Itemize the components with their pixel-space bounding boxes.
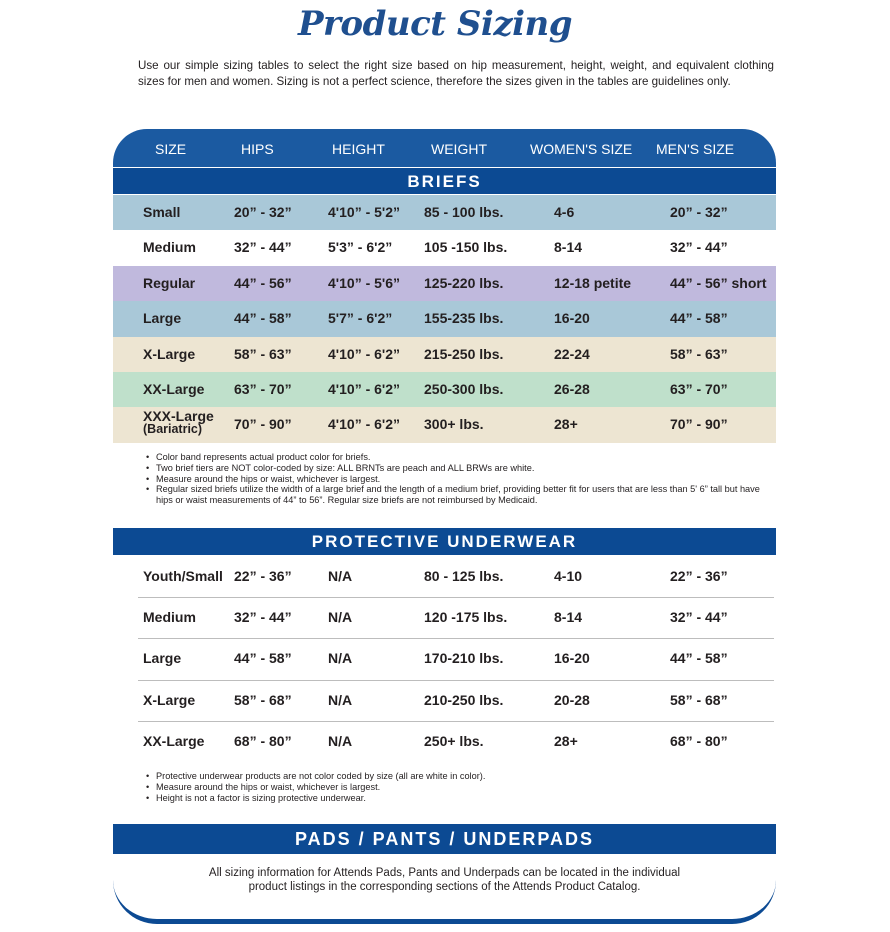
- cell-hips: 44” - 58”: [234, 650, 292, 667]
- note-item: • Two brief tiers are NOT color-coded by size: ALL BRNTs are peach and ALL BRWs are white.: [146, 463, 760, 474]
- cell-womens: 28+: [554, 416, 578, 433]
- row-divider: [138, 680, 774, 681]
- column-header-weight: WEIGHT: [431, 141, 487, 157]
- cell-size-subtitle: (Bariatric): [143, 422, 203, 437]
- cell-size: X-Large: [143, 691, 196, 708]
- cell-height: 4'10” - 5'6”: [328, 274, 401, 291]
- cell-mens: 32” - 44”: [670, 609, 728, 626]
- table-row: [113, 680, 776, 721]
- table-row: [113, 230, 776, 265]
- note-item: • Regular sized briefs utilize the width of a large brief and the length of a medium brief, providing better fit for users that are less than 5' 6” tall but have hips or waist measurements of 44” to 56”. Regular size briefs are not reimbursed by Medicaid.: [146, 484, 760, 506]
- cell-womens: 16-20: [554, 650, 590, 667]
- cell-height: N/A: [328, 568, 353, 584]
- table-row: [113, 266, 776, 301]
- note-item: • Measure around the hips or waist, whichever is largest.: [146, 474, 760, 485]
- cell-womens: 26-28: [554, 381, 590, 397]
- cell-weight: 85 - 100 lbs.: [424, 204, 504, 220]
- cell-height: 5'7” - 6'2”: [328, 310, 393, 327]
- cell-weight: 250-300 lbs.: [424, 381, 504, 397]
- cell-size: XX-Large: [143, 381, 205, 397]
- cell-mens: 70” - 90”: [670, 416, 728, 433]
- cell-weight: 80 - 125 lbs.: [424, 568, 504, 584]
- column-header-hips: HIPS: [241, 141, 274, 157]
- cell-hips: 32” - 44”: [234, 609, 292, 626]
- cell-hips: 32” - 44”: [234, 239, 292, 256]
- cell-weight: 300+ lbs.: [424, 416, 484, 433]
- cell-mens: 32” - 44”: [670, 239, 728, 256]
- cell-size: Large: [143, 650, 182, 667]
- cell-hips: 44” - 58”: [234, 310, 292, 327]
- cell-height: 4'10” - 6'2”: [328, 381, 401, 397]
- cell-weight: 170-210 lbs.: [424, 650, 504, 667]
- cell-hips: 63” - 70”: [234, 381, 292, 397]
- column-header-mens-size: MEN'S SIZE: [656, 141, 735, 157]
- cell-hips: 70” - 90”: [234, 416, 292, 433]
- table-row: [113, 556, 776, 597]
- cell-height: 4'10” - 6'2”: [328, 416, 401, 433]
- note-item: • Measure around the hips or waist, whichever is largest.: [146, 782, 760, 793]
- cell-mens: 58” - 68”: [670, 691, 728, 708]
- cell-size: X-Large: [143, 345, 196, 362]
- note-item: • Height is not a factor is sizing protective underwear.: [146, 793, 760, 804]
- cell-womens: 8-14: [554, 609, 583, 626]
- cell-height: N/A: [328, 650, 353, 667]
- underwear-notes: [146, 771, 760, 803]
- cell-height: 4'10” - 6'2”: [328, 345, 401, 362]
- cell-size: Medium: [143, 239, 196, 256]
- cell-hips: 68” - 80”: [234, 732, 292, 749]
- cell-womens: 22-24: [554, 345, 590, 362]
- pads-heading: PADS / PANTS / UNDERPADS: [113, 824, 776, 854]
- table-row: [113, 337, 776, 372]
- cell-womens: 4-6: [554, 204, 575, 220]
- cell-hips: 20” - 32”: [234, 204, 292, 220]
- cell-hips: 22” - 36”: [234, 568, 292, 584]
- briefs-notes: [146, 452, 760, 506]
- cell-mens: 63” - 70”: [670, 381, 728, 397]
- cell-mens: 20” - 32”: [670, 204, 728, 220]
- cell-hips: 58” - 68”: [234, 691, 292, 708]
- cell-womens: 8-14: [554, 239, 583, 256]
- note-item: • Color band represents actual product color for briefs.: [146, 452, 760, 463]
- cell-size: XX-Large: [143, 732, 205, 749]
- cell-weight: 120 -175 lbs.: [424, 609, 508, 626]
- cell-size: Youth/Small: [143, 568, 223, 584]
- cell-hips: 58” - 63”: [234, 345, 292, 362]
- cell-weight: 250+ lbs.: [424, 732, 484, 749]
- cell-mens: 44” - 58”: [670, 650, 728, 667]
- intro-paragraph: Use our simple sizing tables to select the right size based on hip measurement, height, weight, and equivalent clothing sizes for men and women. Sizing is not a perfect science, therefore the sizes given in the tables are guidelines only.: [138, 59, 774, 88]
- cell-mens: 68” - 80”: [670, 732, 728, 749]
- table-row: [113, 721, 776, 762]
- cell-size: Small: [143, 204, 181, 220]
- pads-description-line-1: All sizing information for Attends Pads, Pants and Underpads can be located in the individual: [208, 867, 681, 879]
- row-divider: [138, 638, 774, 639]
- cell-weight: 210-250 lbs.: [424, 691, 504, 708]
- table-row: [113, 638, 776, 679]
- page-title: Product Sizing: [297, 4, 573, 44]
- underwear-heading: PROTECTIVE UNDERWEAR: [113, 528, 776, 555]
- briefs-heading: BRIEFS: [113, 168, 776, 194]
- cell-mens: 44” - 58”: [670, 310, 728, 327]
- table-row: [113, 407, 776, 442]
- cell-mens: 44” - 56” short: [670, 274, 767, 291]
- pads-description-line-2: product listings in the corresponding sections of the Attends Product Catalog.: [248, 881, 641, 893]
- bottom-frame-curve: [113, 880, 776, 924]
- cell-weight: 155-235 lbs.: [424, 310, 504, 327]
- cell-height: N/A: [328, 732, 353, 749]
- cell-mens: 58” - 63”: [670, 345, 728, 362]
- cell-height: 5'3” - 6'2”: [328, 239, 393, 256]
- cell-height: N/A: [328, 609, 353, 626]
- cell-hips: 44” - 56”: [234, 274, 292, 291]
- cell-womens: 20-28: [554, 691, 590, 708]
- column-header-height: HEIGHT: [332, 141, 385, 157]
- cell-height: N/A: [328, 691, 353, 708]
- row-divider: [138, 721, 774, 722]
- table-row: [113, 195, 776, 230]
- cell-womens: 4-10: [554, 568, 583, 584]
- table-row: [113, 301, 776, 336]
- cell-size: Regular: [143, 274, 196, 291]
- cell-womens: 28+: [554, 732, 578, 749]
- cell-womens: 16-20: [554, 310, 590, 327]
- row-divider: [138, 597, 774, 598]
- cell-size: XXX-Large: [143, 408, 214, 425]
- table-row: [113, 597, 776, 638]
- cell-mens: 22” - 36”: [670, 568, 728, 584]
- cell-weight: 125-220 lbs.: [424, 274, 504, 291]
- column-header-size: SIZE: [155, 141, 187, 157]
- column-header-bar: [113, 129, 776, 167]
- column-header-womens-size: WOMEN'S SIZE: [530, 141, 633, 157]
- cell-size: Medium: [143, 609, 196, 626]
- cell-size: Large: [143, 310, 182, 327]
- note-item: • Protective underwear products are not color coded by size (all are white in color).: [146, 771, 760, 782]
- table-row: [113, 372, 776, 407]
- cell-weight: 105 -150 lbs.: [424, 239, 508, 256]
- cell-womens: 12-18 petite: [554, 274, 632, 291]
- cell-weight: 215-250 lbs.: [424, 345, 504, 362]
- cell-height: 4'10” - 5'2”: [328, 204, 401, 220]
